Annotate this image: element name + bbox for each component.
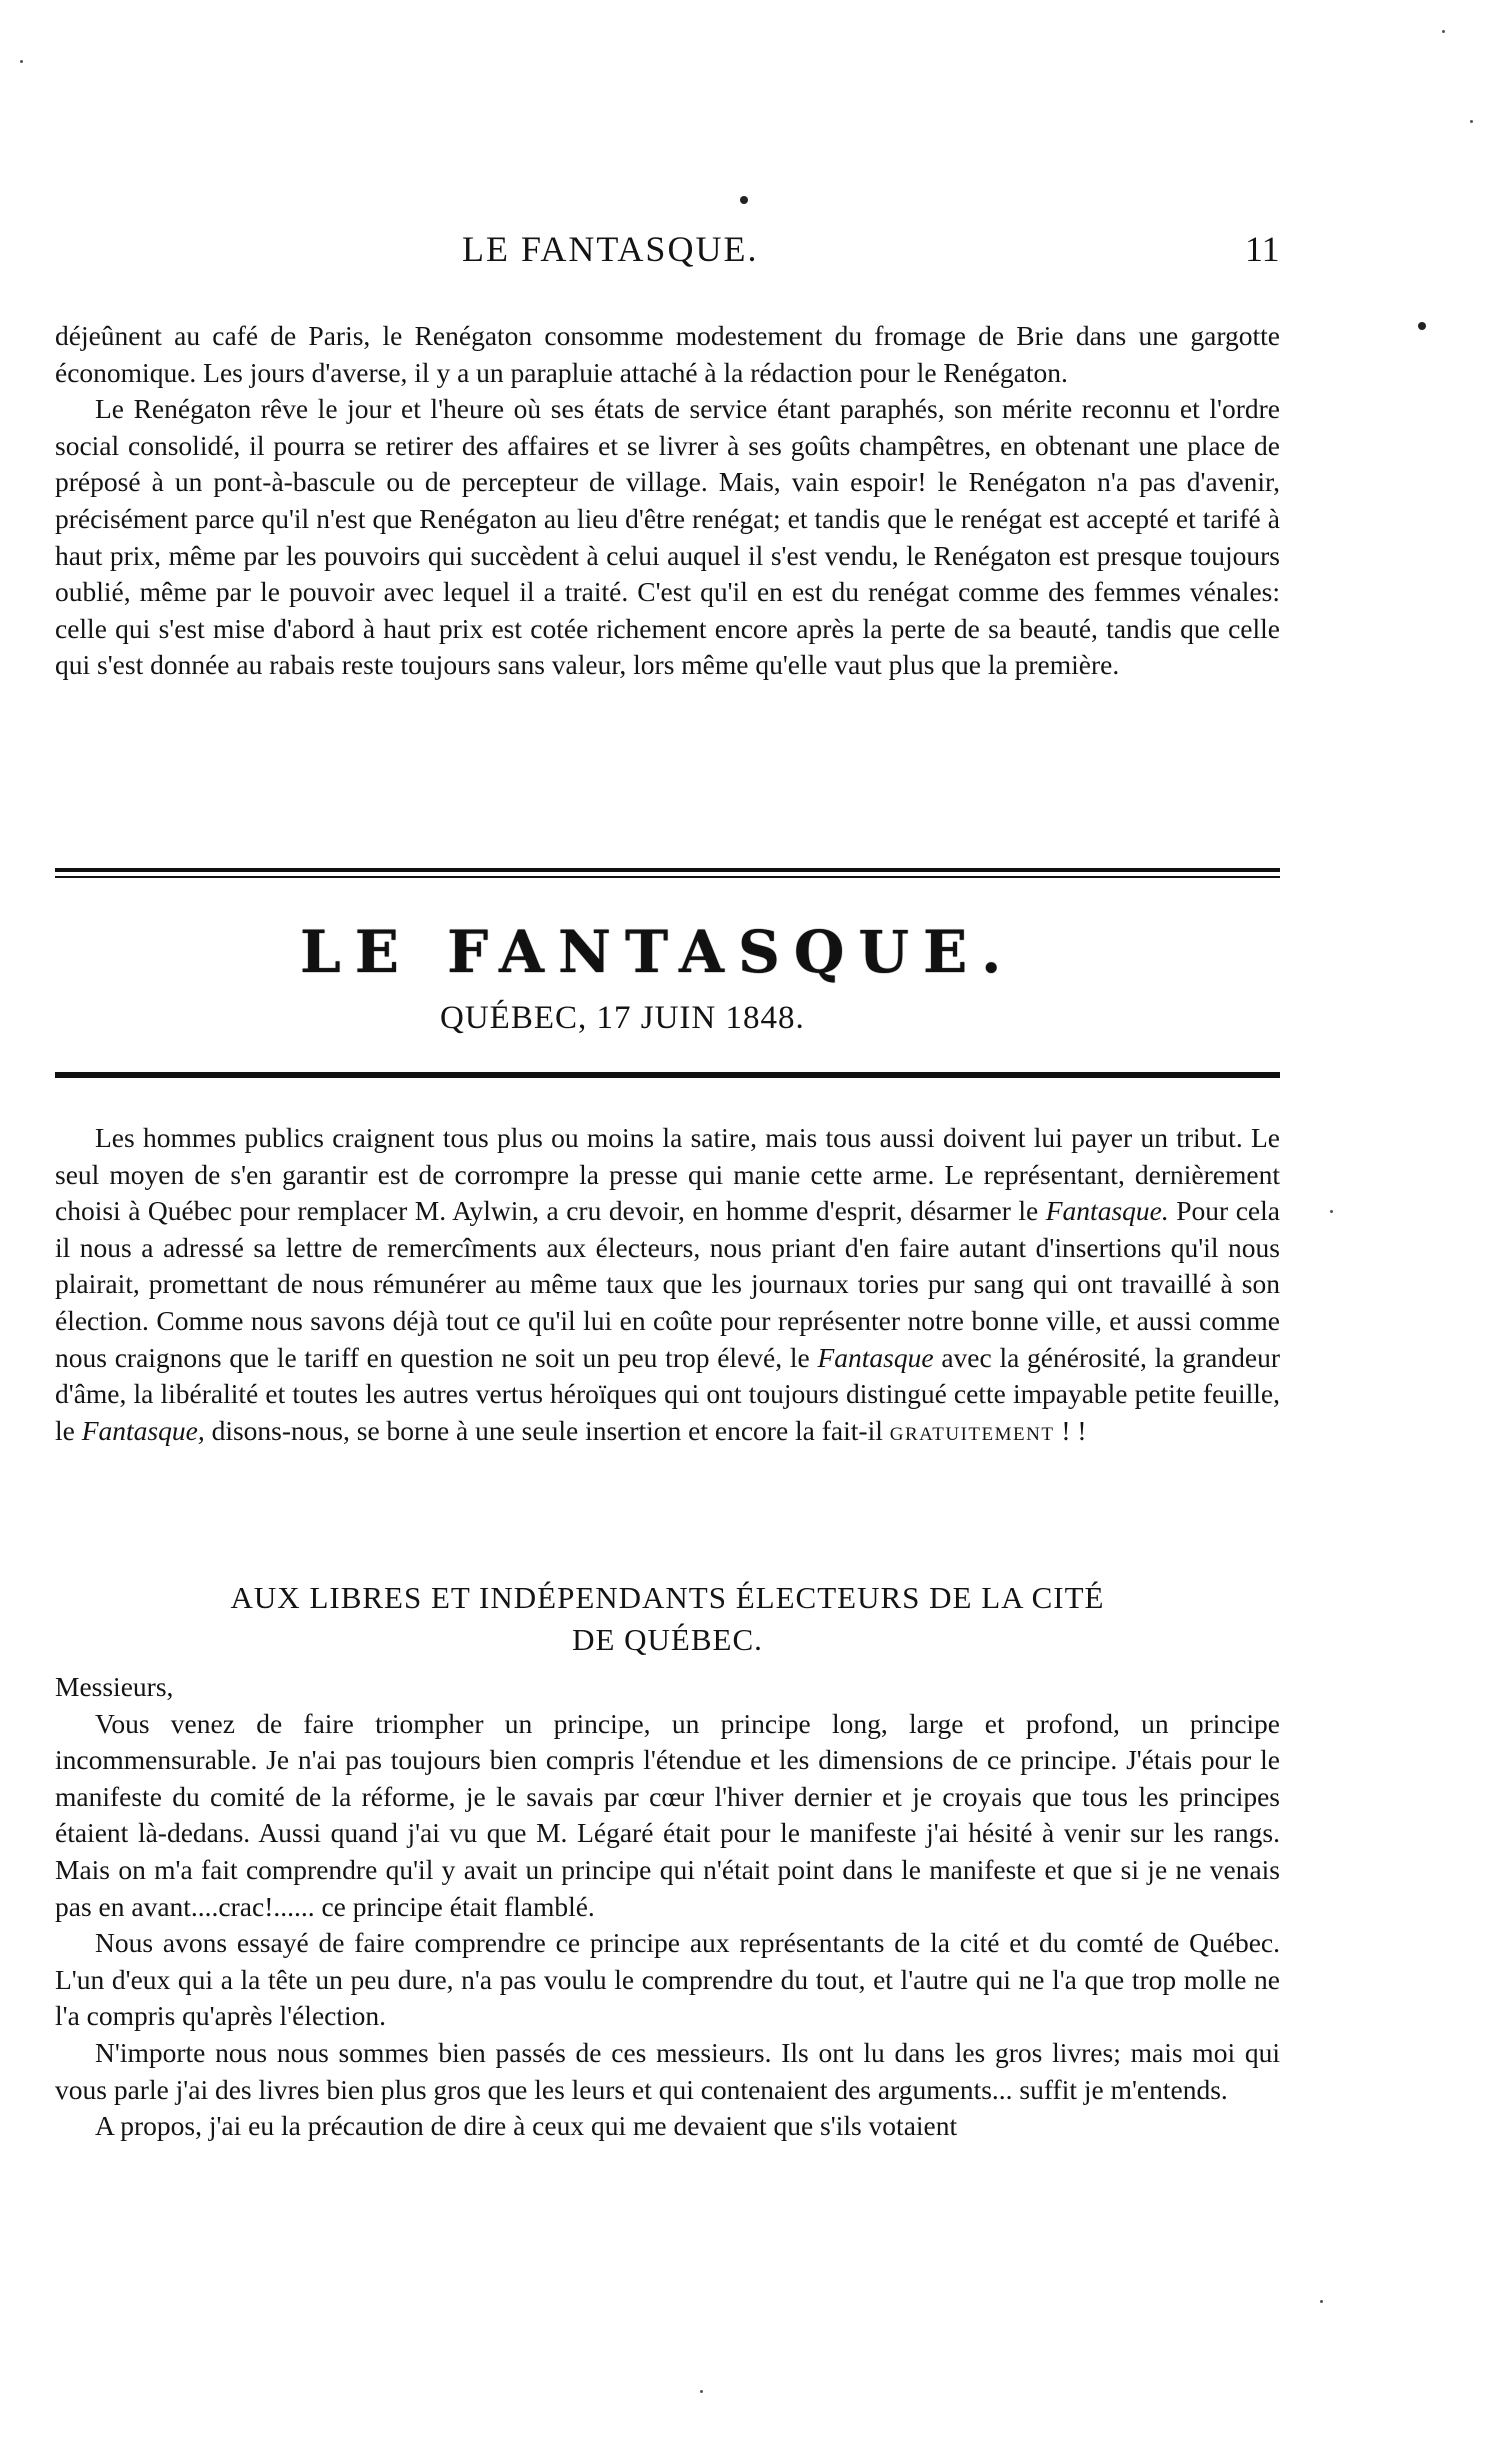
print-speck — [700, 2390, 703, 2393]
letter-paragraph: Nous avons essayé de faire comprendre ce principe aux représentants de la cité et du comté de Québec. L'un d'eux qui a la tête un peu dure, n'a pas voulu le comprendre du tout, et l'autre qui ne l'a que trop molle ne l'a compris qu'après l'élection. — [55, 1927, 1280, 2032]
paragraph: Le Renégaton rêve le jour et l'heure où ses états de service étant paraphés, son mérite reconnu et l'ordre social consolidé, il pourra se retirer des affaires et se livrer à ses goûts champêtres, en obtenant une place de préposé à un pont-à-bascule ou de percepteur de village. Mais, vain espoir! le Renégaton n'a pas d'avenir, précisément parce qu'il n'est que Renégaton au lieu d'être renégat; et tandis que le renégat est accepté et tarifé à haut prix, même par les pouvoirs qui succèdent à celui auquel il s'est vendu, le Renégaton est presque toujours oublié, même par le pouvoir avec lequel il a traité. C'est qu'il en est du renégat comme des femmes vénales: celle qui s'est mise d'abord à haut prix est cotée richement encore après la perte de sa beauté, tandis que celle qui s'est donnée au rabais reste toujours sans valeur, lors même qu'elle vaut plus que la première. — [55, 393, 1280, 681]
letter-heading-line-1: AUX LIBRES ET INDÉPENDANTS ÉLECTEURS DE LA CITÉ — [230, 1580, 1105, 1615]
small-caps-word: gratuitement — [889, 1414, 1055, 1446]
masthead-title: LE FANTASQUE. — [300, 918, 1016, 986]
letter-body — [55, 1669, 1280, 2145]
print-speck — [1330, 1210, 1333, 1213]
letter-salutation: Messieurs, — [55, 1671, 174, 1702]
page-header — [0, 228, 1508, 288]
article-continuation — [55, 318, 1280, 684]
italic-title: Fantasque, — [81, 1414, 205, 1446]
print-speck — [740, 196, 748, 204]
print-speck — [1418, 322, 1426, 330]
print-speck — [1470, 120, 1473, 123]
print-speck — [1320, 2300, 1323, 2303]
letter-heading-line-2: DE QUÉBEC. — [572, 1622, 763, 1657]
masthead-dateline: QUÉBEC, 17 JUIN 1848. — [440, 1000, 805, 1036]
letter-heading — [55, 1577, 1280, 1661]
editorial-paragraph: Les hommes publics craignent tous plus ou moins la satire, mais tous aussi doivent lui payer un tribut. Le seul moyen de s'en garantir est de corrompre la presse qui manie cette arme. Le représentant, dernièrement choisi à Québec pour remplacer M. Aylwin, a cru devoir, en homme d'esprit, désarmer le Fantasque. Pour cela il nous a adressé sa lettre de remercîments aux électeurs, nous priant d'en faire autant d'insertions qu'il nous plairait, promettant de nous rémunérer au même taux que les journaux tories pur sang qui ont travaillé à son élection. Comme nous savons déjà tout ce qu'il lui en coûte pour représenter notre bonne ville, et aussi comme nous craignons que le tariff en question ne soit un peu trop élevé, le Fantasque avec la générosité, la grandeur d'âme, la libéralité et toutes les autres vertus héroïques qui ont toujours distingué cette impayable petite feuille, le Fantasque, disons-nous, se borne à une seule insertion et encore la fait-il gratuitement ! ! — [55, 1122, 1281, 1446]
running-title: LE FANTASQUE. — [462, 229, 759, 269]
print-speck — [20, 60, 23, 63]
masthead-divider — [55, 1072, 1280, 1078]
italic-title: Fantasque. — [1045, 1195, 1169, 1227]
letter-paragraph: N'importe nous nous sommes bien passés de ces messieurs. Ils ont lu dans les gros livres; mais moi qui vous parle j'ai des livres bien plus gros que les leurs et qui contenaient des arguments... suffit je m'entends. — [55, 2036, 1280, 2105]
section-divider — [55, 868, 1280, 878]
editorial-note — [55, 1120, 1280, 1449]
letter-paragraph: Vous venez de faire triompher un principe, un principe long, large et profond, un principe incommensurable. Je n'ai pas toujours bien compris l'étendue et les dimensions de ce principe. J'étais pour le manifeste du comité de la réforme, je le savais par cœur l'hiver dernier et je croyais que tous les principes étaient là-dedans. Aussi quand j'ai vu que M. Légaré était pour le manifeste j'ai hésité à venir sur les rangs. Mais on m'a fait comprendre qu'il y avait un principe qui n'était point dans le manifeste et que si je ne venais pas en avant....crac!...... ce principe était flamblé. — [55, 1707, 1280, 1922]
page-number: 11 — [1245, 229, 1280, 269]
print-speck — [1442, 30, 1445, 33]
italic-title: Fantasque — [817, 1341, 934, 1373]
paragraph: déjeûnent au café de Paris, le Renégaton consomme modestement du fromage de Brie dans une gargotte économique. Les jours d'averse, il y a un parapluie attaché à la rédaction pour le Renégaton. — [55, 320, 1280, 388]
letter-paragraph: A propos, j'ai eu la précaution de dire à ceux qui me devaient que s'ils votaient — [95, 2110, 958, 2142]
